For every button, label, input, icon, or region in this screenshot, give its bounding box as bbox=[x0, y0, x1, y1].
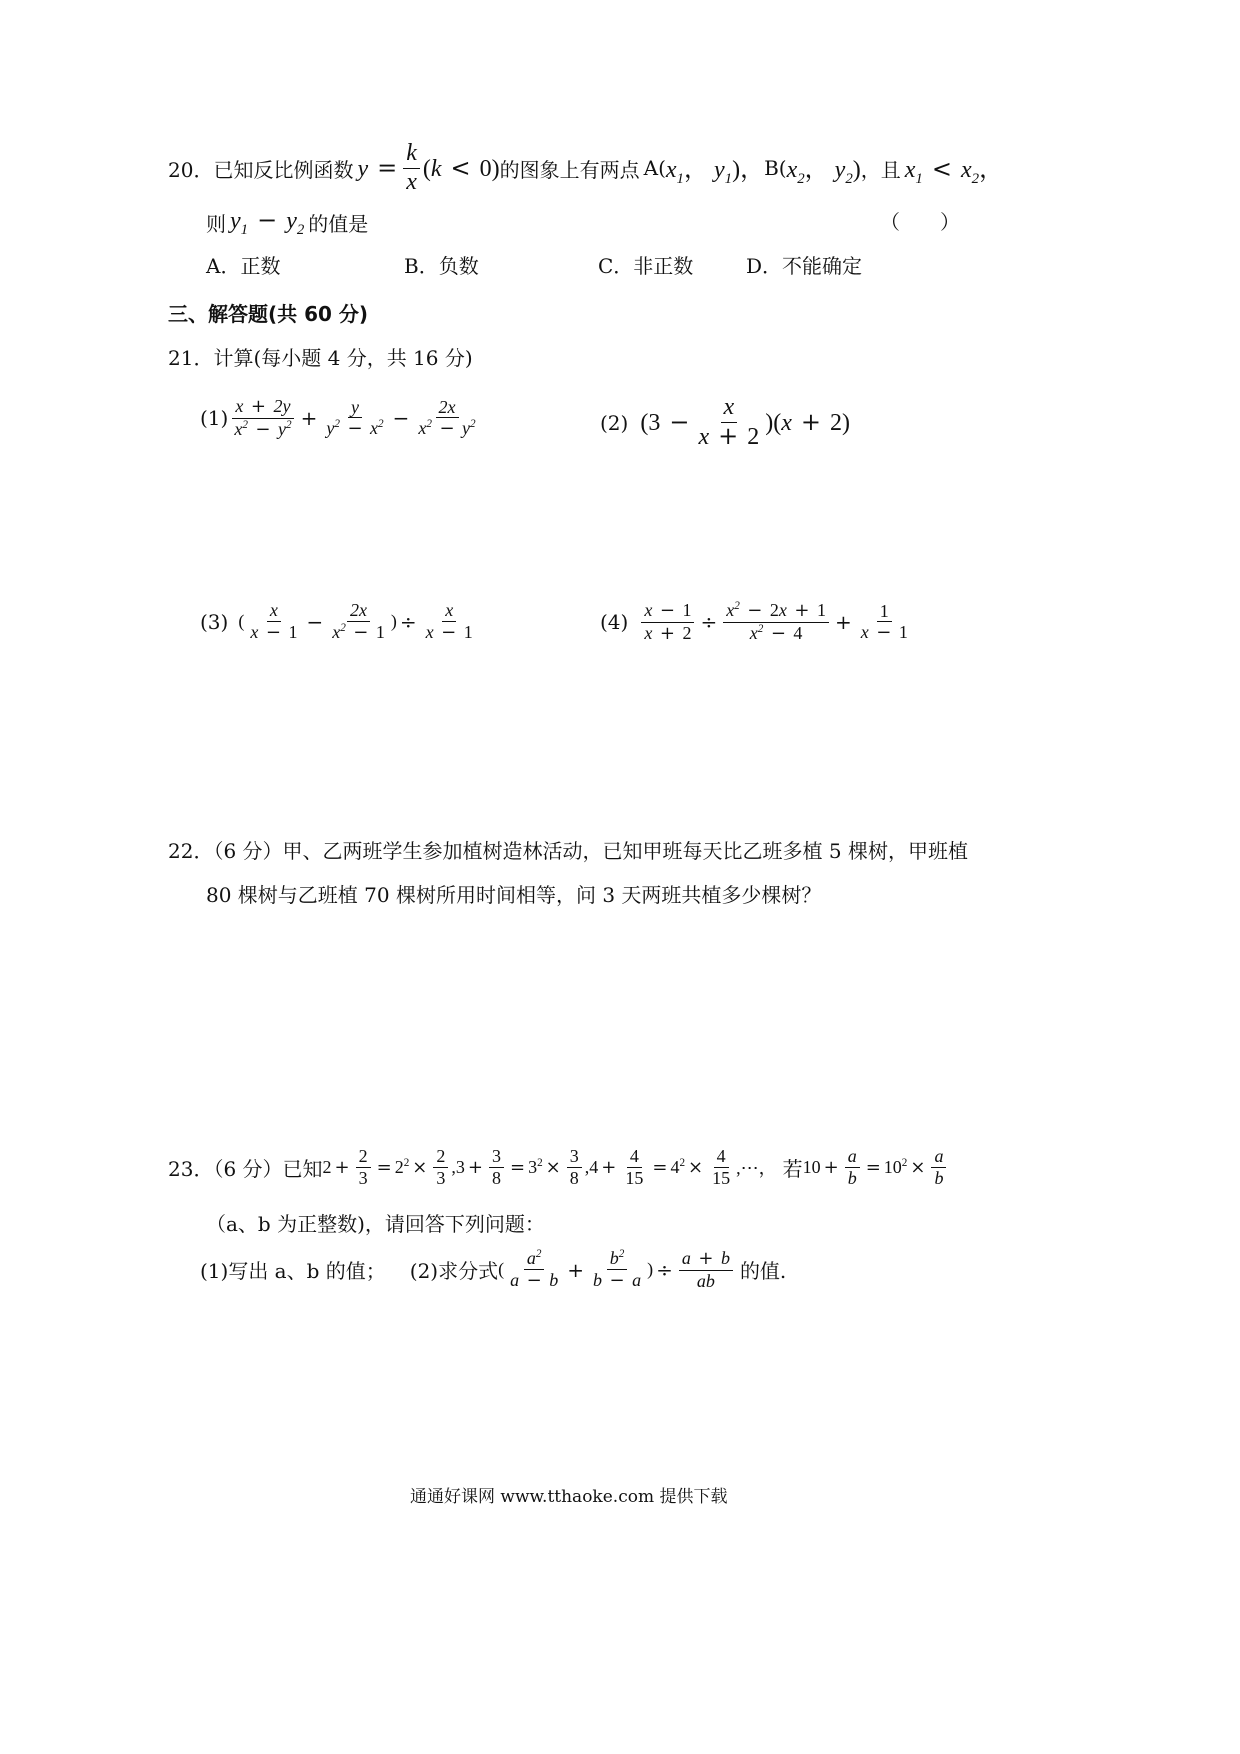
question-23-if: 若 bbox=[782, 1156, 803, 1181]
fraction: $\frac{4}{15}$ bbox=[712, 1146, 731, 1188]
question-23-subparts: (1)写出 a、b 的值； (2)求分式 ( $\frac{a^2}{a - b}$ + $\frac{b^2}{b - a}$ ) ÷ $\frac{a + b}{ab}$ 的值. bbox=[200, 1248, 787, 1291]
q21-part-1: (1) $\frac{x + 2y}{x^2 - y^2}$ + $\frac{y}{y^2 - x^2}$ − $\frac{2x}{x^2 - y^2}$ bbox=[200, 396, 482, 440]
q21-part-3: (3) ( $\frac{x}{x - 1}$ − $\frac{2x}{x^2 - 1}$ ) ÷ $\frac{x}{x - 1}$ bbox=[200, 600, 479, 643]
question-20-number: 20． bbox=[168, 157, 214, 182]
point-a-label: A( bbox=[643, 156, 666, 181]
question-23-sub2-post: 的值. bbox=[739, 1259, 787, 1284]
part-label: (1) bbox=[200, 406, 229, 431]
option-a: A．正数 bbox=[206, 254, 281, 278]
fraction: $\frac{2x}{x^2 - 1}$ bbox=[332, 600, 385, 643]
fraction: $\frac{a}{b}$ bbox=[931, 1146, 946, 1188]
question-23-lead: 23．（6 分）已知 bbox=[168, 1156, 323, 1181]
question-22-line2: 80 棵树与乙班植 70 棵树所用时间相等，问 3 天两班共植多少棵树？ bbox=[206, 883, 822, 907]
question-20-cond: ，且 bbox=[860, 157, 901, 182]
question-20-line2-pre: 则 bbox=[206, 211, 226, 236]
question-20-line1 bbox=[168, 140, 1003, 196]
question-23-line2: （a、b 为正整数)，请回答下列问题： bbox=[206, 1212, 545, 1236]
section-title: 三、解答题(共 60 分) bbox=[168, 302, 369, 326]
inequality-x1-lt-x2: $x_1 < x_2$， bbox=[904, 154, 1004, 187]
fraction: $\frac{a^2}{a - b}$ bbox=[510, 1248, 559, 1291]
part-label: (3) bbox=[200, 609, 229, 634]
answer-bracket: （ ） bbox=[880, 210, 960, 234]
fraction: $\frac{x^2 - 2x + 1}{x^2 - 4}$ bbox=[723, 600, 829, 644]
fraction: $\frac{x + 2y}{x^2 - y^2}$ bbox=[234, 396, 292, 440]
fraction: $\frac{1}{x - 1}$ bbox=[860, 600, 908, 644]
fraction: $\frac{x - 1}{x + 2}$ bbox=[641, 600, 694, 644]
question-20-mid: 的图象上有两点 bbox=[499, 157, 640, 182]
fraction: $\frac{a}{b}$ bbox=[845, 1146, 860, 1188]
question-23-sub2-pre: (2)求分式 bbox=[409, 1259, 499, 1284]
point-b-coords: $x_2$， $y_2$) bbox=[786, 156, 861, 187]
fraction: $\frac{a + b}{ab}$ bbox=[679, 1248, 733, 1291]
option-b: B．负数 bbox=[404, 254, 479, 278]
q21-part-4: (4) $\frac{x - 1}{x + 2}$ ÷ $\frac{x^2 - 2x + 1}{x^2 - 4}$ + $\frac{1}{x - 1}$ bbox=[600, 600, 914, 644]
point-b-label: B( bbox=[764, 156, 787, 181]
question-20-line2-post: 的值是 bbox=[308, 211, 369, 236]
option-c: C．非正数 bbox=[598, 254, 694, 278]
formula-y-equals: y = bbox=[357, 153, 398, 182]
question-22-line1: 22．（6 分）甲、乙两班学生参加植树造林活动，已知甲班每天比乙班多植 5 棵树，甲班植 bbox=[168, 839, 968, 863]
footer-text: 通通好课网 www.tthaoke.com 提供下载 bbox=[410, 1487, 728, 1507]
fraction: $\frac{3}{8}$ bbox=[567, 1146, 582, 1188]
question-20-lead: 已知反比例函数 bbox=[213, 157, 354, 182]
fraction: $\frac{x}{x - 1}$ bbox=[250, 600, 298, 643]
fraction: $\frac{b^2}{b - a}$ bbox=[592, 1248, 642, 1291]
option-d: D．不能确定 bbox=[746, 254, 863, 278]
expr-y1-minus-y2: $y_1 - y_2$ bbox=[230, 206, 305, 238]
formula-k-negative: (k < 0) bbox=[422, 153, 500, 182]
fraction: $\frac{3}{8}$ bbox=[489, 1146, 504, 1188]
fraction: $\frac{y}{y^2 - x^2}$ bbox=[326, 396, 384, 440]
part-label: (2) bbox=[600, 410, 629, 435]
q21-part-2: (2) (3 − $\frac{x}{x + 2}$ )(x + 2) bbox=[600, 394, 850, 450]
fraction: $\frac{x}{x + 2}$ bbox=[698, 394, 760, 450]
question-20-line2 bbox=[206, 206, 368, 239]
fraction: $\frac{2x}{x^2 - y^2}$ bbox=[418, 396, 476, 440]
question-21-title: 21．计算(每小题 4 分，共 16 分) bbox=[168, 346, 473, 370]
question-23-line1: 23．（6 分）已知 2 + $\frac{2}{3}$ = $2^2$ × $\frac{2}{3}$ ,3 + $\frac{3}{8}$ = $3^2$ × $\frac{3}{8}$ ,4 + $\frac{4}{15}$ = $4^2$ × $\frac{4}{15}$ ,⋯， 若 10 + $\frac{a}{b}$ = $10^2$ × $\frac{a}{b}$ bbox=[168, 1146, 949, 1188]
fraction: $\frac{2}{3}$ bbox=[356, 1146, 371, 1188]
point-a-coords: $x_1$， $y_1$)， bbox=[665, 156, 765, 187]
part-label: (4) bbox=[600, 610, 629, 635]
fraction: $\frac{x}{x - 1}$ bbox=[425, 600, 473, 643]
fraction: $\frac{2}{3}$ bbox=[433, 1146, 448, 1188]
question-23-sub1: (1)写出 a、b 的值； bbox=[200, 1259, 386, 1284]
fraction: $\frac{4}{15}$ bbox=[625, 1146, 644, 1188]
fraction-k-over-x: $\frac{k}{x}$ bbox=[403, 140, 420, 196]
